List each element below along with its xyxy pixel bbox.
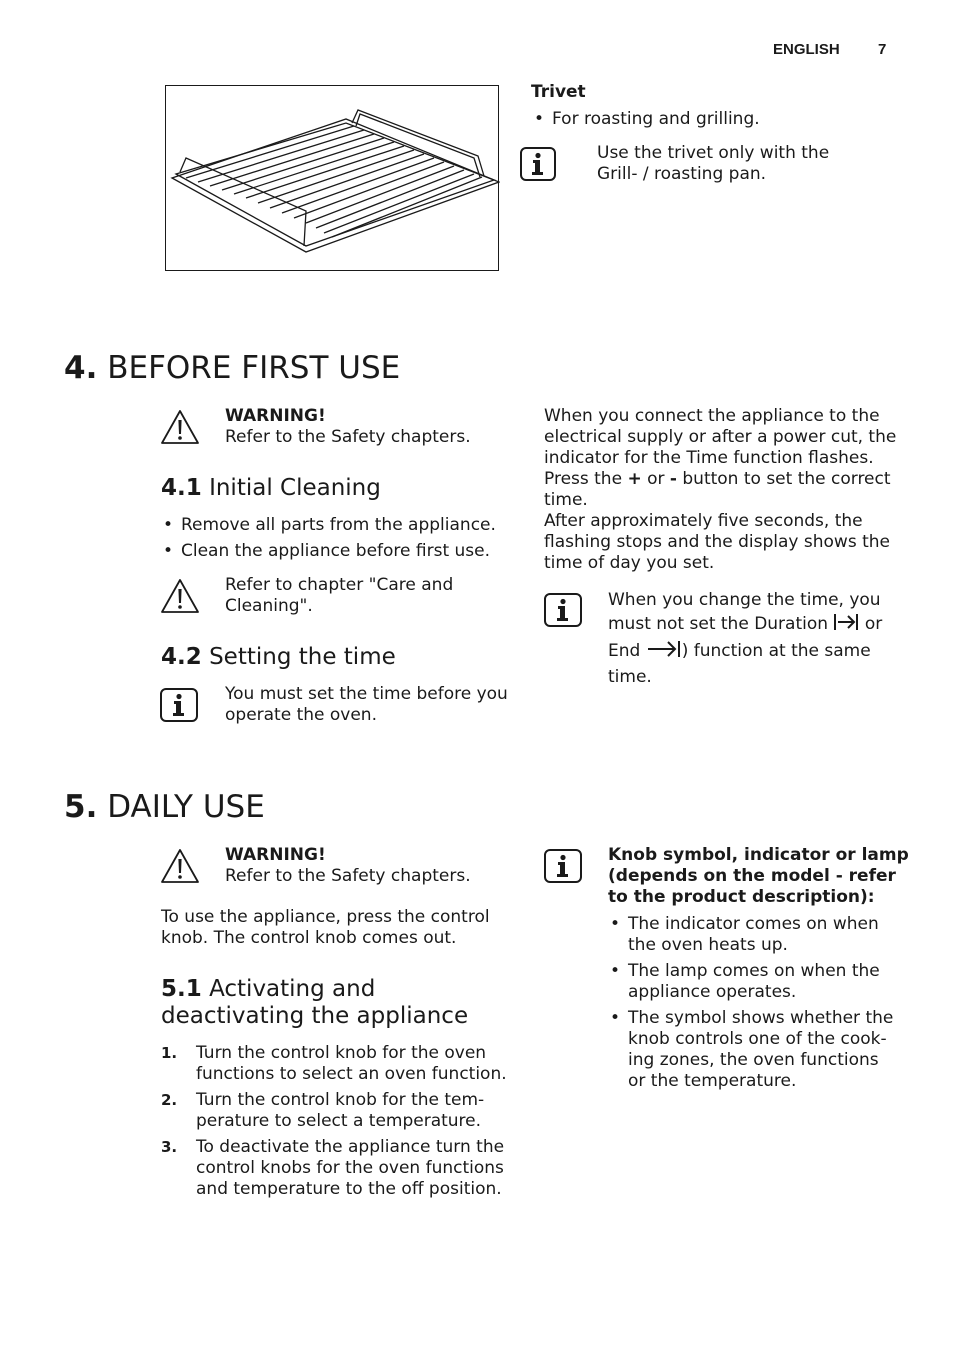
list-item: 1. Turn the control knob for the oven functions to select an oven function. [161,1043,507,1084]
press-line: Press the + or - button to set the correct [544,469,891,489]
s4-warning: WARNING! Refer to the Safety chapters. [225,406,471,447]
list-item: 3. To deactivate the appliance turn the control knobs for the oven functions and temperature to the off position. [161,1137,505,1199]
list-item: • The indicator comes on when the oven heats up. [609,914,909,956]
end-icon [646,639,682,666]
s4-info-text: When you change the time, you must not set the Duration or End ) function at the same time. [608,590,883,687]
section-5-heading: 5. DAILY USE [64,789,265,825]
s41-warning-text: Refer to chapter "Care and Cleaning". [225,575,454,616]
info-icon [520,147,556,181]
list-item: • The lamp comes on when the appliance operates. [609,961,909,1003]
trivet-drawing [166,86,500,272]
subsection-4-2-heading: 4.2 Setting the time [161,644,396,670]
s5-warning: WARNING! Refer to the Safety chapters. [225,845,471,886]
knob-info-title: Knob symbol, indicator or lamp (depends on the model - refer to the product description): [608,845,909,907]
subsection-5-1-heading: 5.1 Activating and deactivating the appliance [161,976,469,1029]
trivet-illustration [165,85,499,271]
s51-steps [161,1043,521,1205]
trivet-info-text: Use the trivet only with the Grill- / roasting pan. [597,143,830,184]
s5-intro: To use the appliance, press the control knob. The control knob comes out. [161,907,490,948]
list-item: • Remove all parts from the appliance. [162,515,522,536]
plus-symbol: + [627,469,642,489]
trivet-bullets [533,109,893,135]
s4-right-text: When you connect the appliance to the electrical supply or after a power cut, the indicator for the Time function flashes. Press the + or - button to set the correct time. After approximately five seconds, the flashing stops and the display shows the time of day you set. [544,406,904,574]
page-number: 7 [878,41,887,58]
knob-bullets [609,914,909,1097]
duration-icon [833,612,859,639]
s41-bullets [162,515,522,567]
trivet-title: Trivet [531,82,586,102]
s42-info-text: You must set the time before you operate the oven. [225,684,508,725]
subsection-4-1-heading: 4.1 Initial Cleaning [161,475,381,501]
list-item: • Clean the appliance before first use. [162,541,522,562]
info-icon [544,593,582,627]
section-4-heading: 4. BEFORE FIRST USE [64,350,401,386]
list-item: • For roasting and grilling. [533,109,893,130]
header-language: ENGLISH [773,41,840,58]
warning-icon [160,848,200,884]
list-item: 2. Turn the control knob for the tem- perature to select a temperature. [161,1090,485,1131]
warning-icon [160,409,200,445]
info-icon [160,688,198,722]
warning-icon [160,578,200,614]
list-item: • The symbol shows whether the knob controls one of the cook- ing zones, the oven functions or the temperature. [609,1008,909,1092]
minus-symbol: - [669,469,677,489]
info-icon [544,849,582,883]
